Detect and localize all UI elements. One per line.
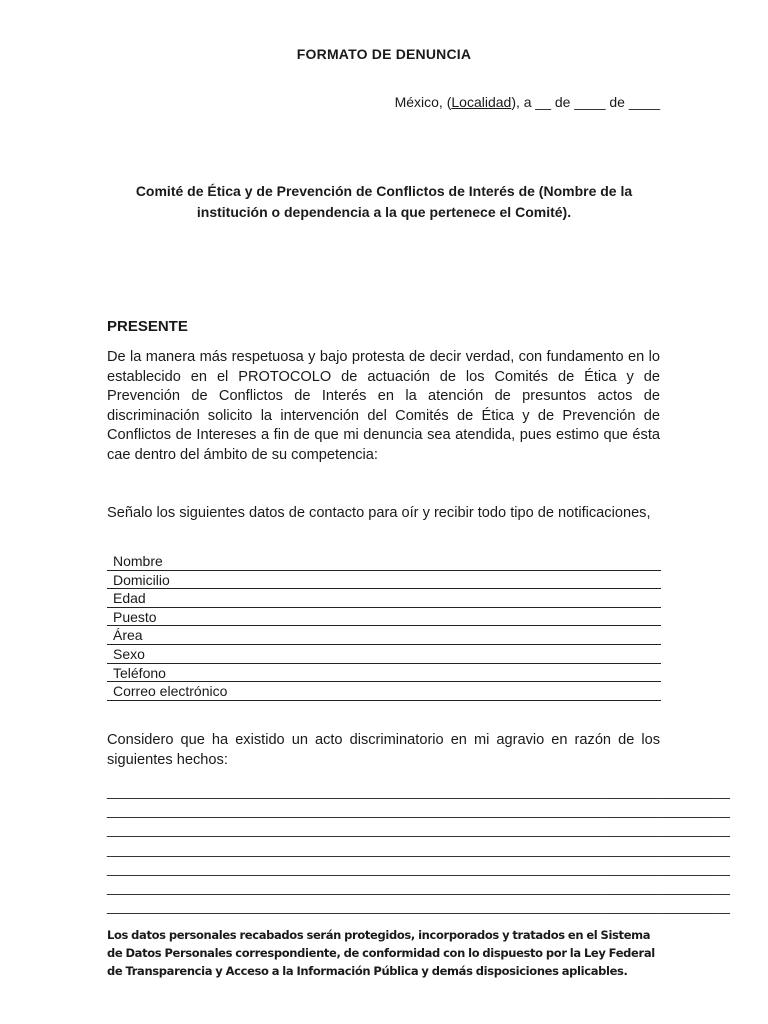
blank-line: ________________________________________________________________________________: [107, 878, 730, 895]
contact-field-puesto: Puesto: [107, 608, 661, 627]
facts-blank-lines: [107, 782, 730, 916]
addressee-heading: Comité de Ética y de Prevención de Conflictos de Interés de (Nombre de la institución o dependencia a la que pertenece el Comité).: [135, 183, 633, 220]
blank-line: ________________________________________________________________________________: [107, 802, 730, 819]
blank-line: ________________________________________________________________________________: [107, 840, 730, 857]
contact-field-correo: Correo electrónico: [107, 682, 661, 701]
place-date-suffix: ), a __ de ____ de ____: [511, 94, 660, 110]
place-date-line: [395, 94, 660, 110]
blank-line: ________________________________________________________________________________: [107, 821, 730, 838]
contact-field-edad: Edad: [107, 589, 661, 608]
contact-field-domicilio: Domicilio: [107, 571, 661, 590]
document-title: FORMATO DE DENUNCIA: [296, 46, 472, 62]
greeting-presente: PRESENTE: [107, 318, 188, 335]
contact-field-sexo: Sexo: [107, 645, 661, 664]
contact-field-telefono: Teléfono: [107, 664, 661, 683]
contact-intro-paragraph: Señalo los siguientes datos de contacto para oír y recibir todo tipo de notificaciones,: [107, 505, 651, 521]
blank-line: ________________________________________________________________________________: [107, 783, 730, 799]
contact-fields-list: [107, 552, 661, 701]
intro-paragraph: De la manera más respetuosa y bajo protesta de decir verdad, con fundamento en lo establecido en el PROTOCOLO de actuación de los Comités de Ética y de Prevención de Conflictos de Interés en la atención de presuntos actos de discriminación solicito la intervención del Comités de Ética y de Prevención de Conflictos de Intereses a fin de que mi denuncia sea atendida, pues estimo que ésta cae dentro del ámbito de su competencia:: [107, 349, 660, 463]
contact-field-nombre: Nombre: [107, 552, 661, 571]
blank-line: ________________________________________________________________________________: [107, 898, 730, 915]
place-date-prefix: México, (: [394, 94, 452, 110]
privacy-notice: Los datos personales recabados serán protegidos, incorporados y tratados en el Sistema de Datos Personales correspondiente, de conformidad con lo dispuesto por la Ley Federal de Transparencia y Acceso a la Información Pública y demás disposiciones aplicables.: [107, 928, 655, 978]
blank-line: ________________________________________________________________________________: [107, 859, 730, 876]
locality-placeholder: Localidad: [451, 94, 512, 110]
facts-intro-paragraph: Considero que ha existido un acto discriminatorio en mi agravio en razón de los siguientes hechos:: [107, 732, 660, 768]
contact-field-area: Área: [107, 626, 661, 645]
